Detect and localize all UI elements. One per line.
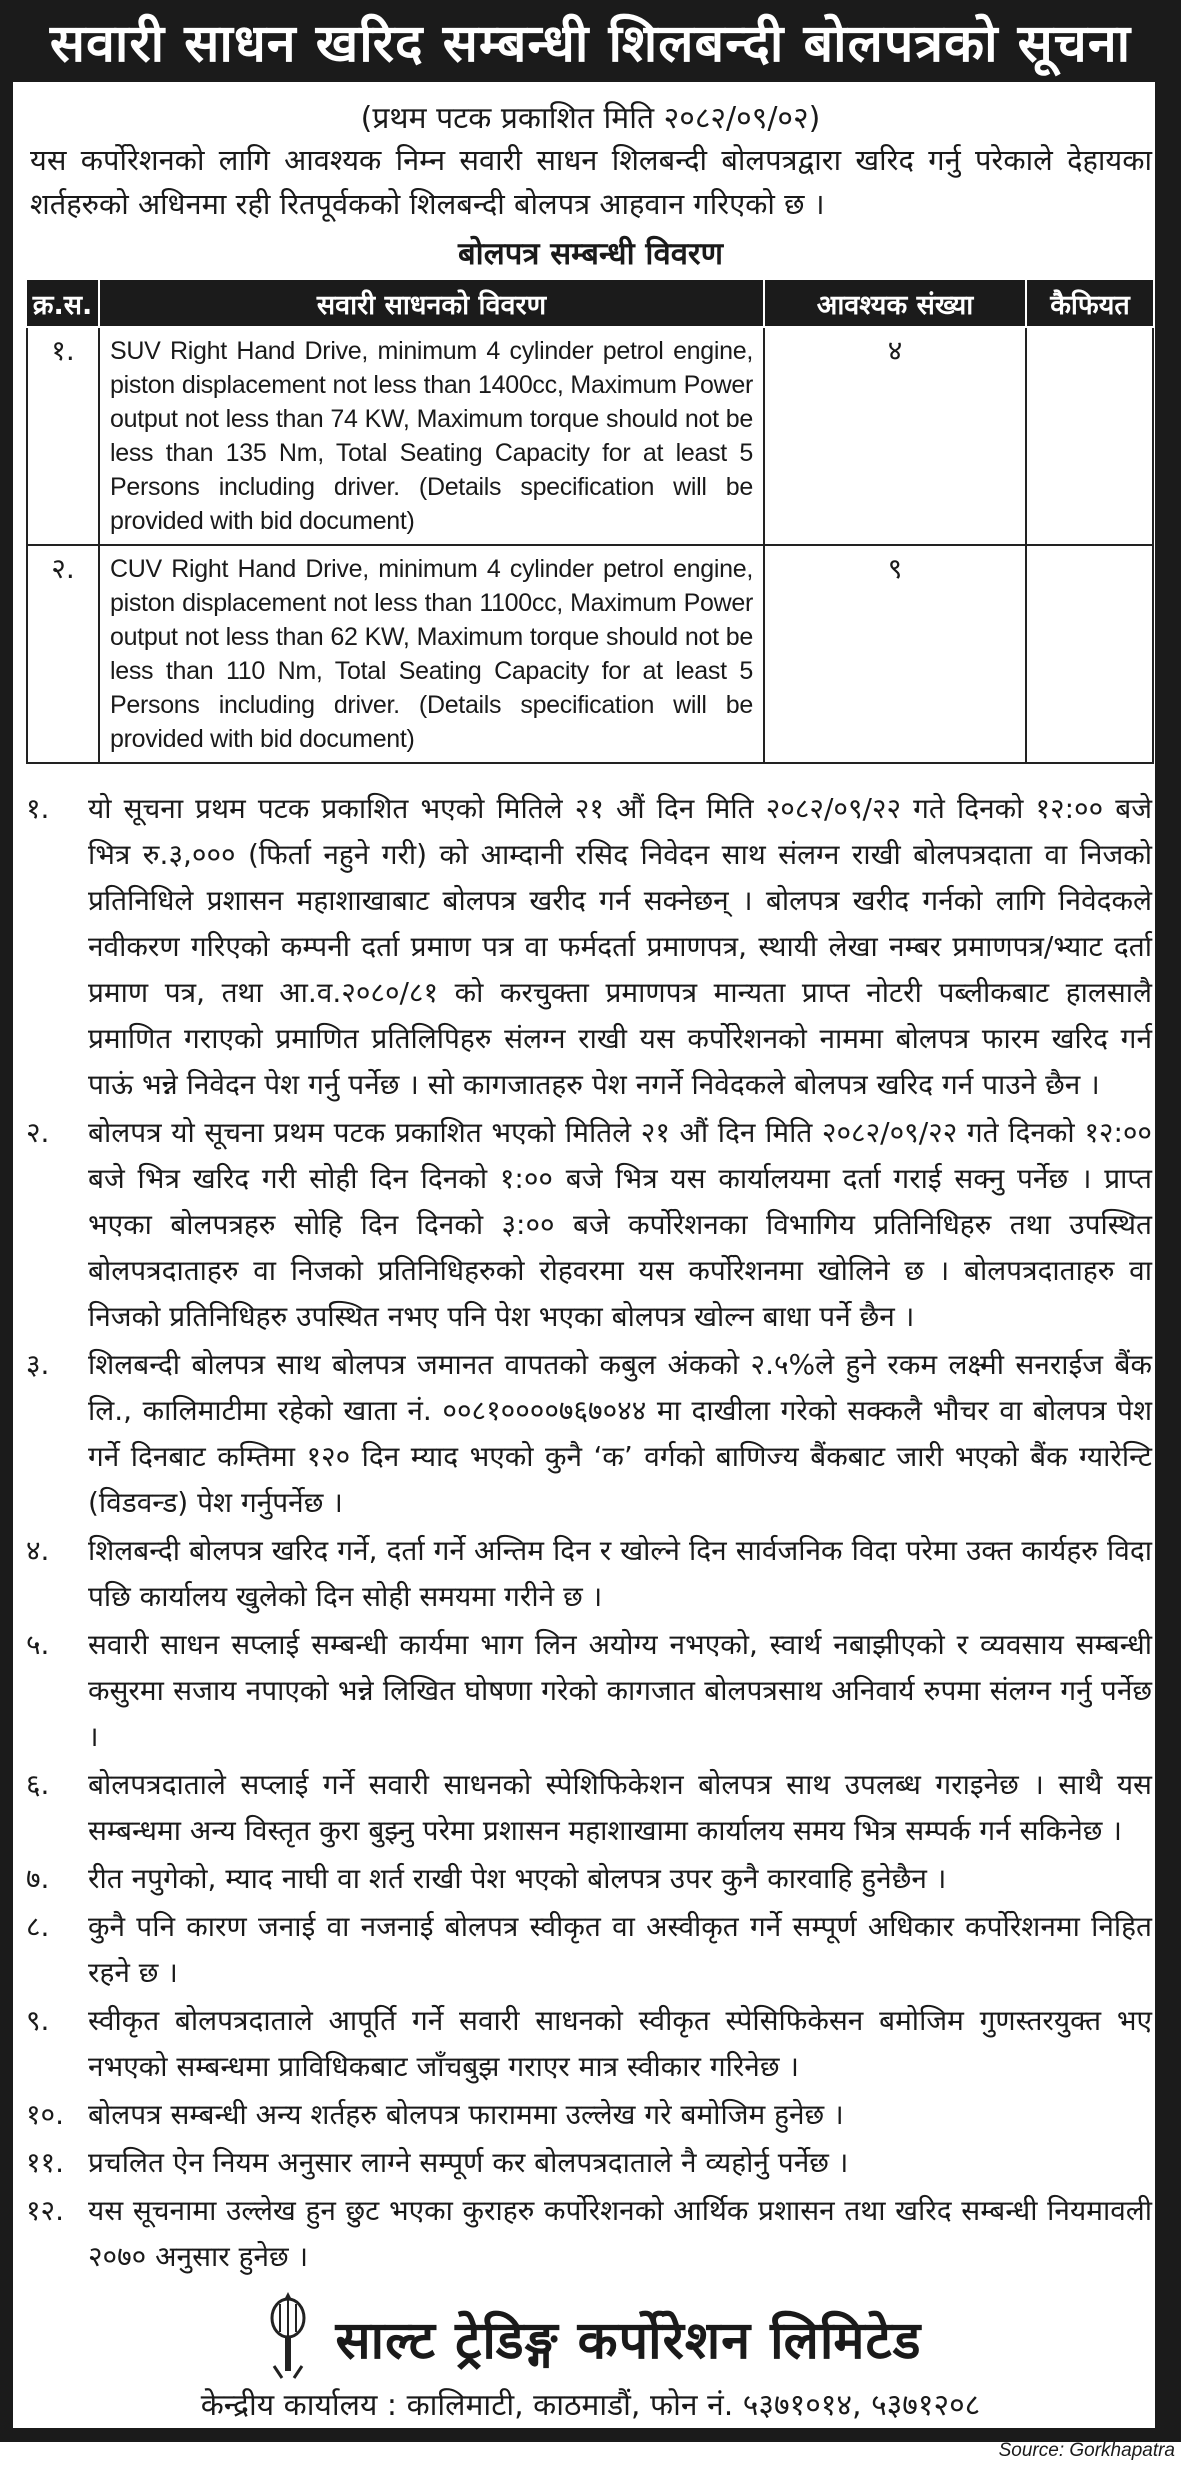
term-number: ९.: [26, 2004, 50, 2037]
term-text: बोलपत्र यो सूचना प्रथम पटक प्रकाशित भएको मितिले २१ औं दिन मिति २०८२/०९/२२ गते दिनको १२:०० बजे भित्र खरिद गरी सोही दिन दिनको १:०० बजे भित्र यस कार्यालयमा दर्ता गराई सक्नु पर्नेछ । प्राप्त भएका बोलपत्रहरु सोहि दिन दिनको ३:०० बजे कर्पोरेशनका विभागिय प्रतिनिधिहरु तथा उपस्थित बोलपत्रदाताहरु वा निजको प्रतिनिधिहरुको रोहवरमा यस कर्पोरेशनमा खोलिने छ । बोलपत्रदाताहरु वा निजको प्रतिनिधिहरु उपस्थित नभए पनि पेश भएका बोलपत्र खोल्न बाधा पर्ने छैन ।: [88, 1116, 1152, 1333]
lamp-emblem-icon: [260, 2290, 316, 2386]
term-text: बोलपत्रदाताले सप्लाई गर्ने सवारी साधनको स्पेशिफिकेशन बोलपत्र साथ उपलब्ध गराइनेछ । साथै यस सम्बन्धमा अन्य विस्तृत कुरा बुझ्नु परेमा प्रशासन महाशाखामा कार्यालय समय भित्र सम्पर्क गर्न सकिनेछ ।: [88, 1768, 1152, 1847]
term-number: ६.: [26, 1768, 50, 1801]
row-description: SUV Right Hand Drive, minimum 4 cylinder petrol engine, piston displacement not less than 1400cc, Maximum Power output not less than 74 KW, Maximum torque should not be less than 135 Nm, Total Seating Capacity for at least 5 Persons including driver. (Details specification will be provided with bid document): [99, 327, 764, 545]
section-heading: बोलपत्र सम्बन्धी विवरण: [457, 236, 724, 272]
header-quantity: आवश्यक संख्या: [764, 280, 1026, 327]
publication-date: (प्रथम पटक प्रकाशित मिति २०८२/०९/०२): [360, 101, 821, 136]
intro-paragraph: यस कर्पोरेशनको लागि आवश्यक निम्न सवारी साधन शिलबन्दी बोलपत्रद्वारा खरिद गर्नु परेकाले देहायका शर्तहरुको अधिनमा रही रितपूर्वकको शिलबन्दी बोलपत्र आहवान गरिएको छ ।: [30, 143, 1152, 221]
list-item: [26, 2140, 1152, 2186]
list-item: [26, 1110, 1152, 1340]
term-number: १.: [26, 792, 50, 825]
bid-details-table: [26, 280, 1154, 764]
row-sn: २.: [27, 545, 99, 763]
terms-list: [26, 786, 1152, 2282]
term-number: ५.: [26, 1628, 50, 1661]
term-text: यस सूचनामा उल्लेख हुन छुट भएका कुराहरु कर्पोरेशनको आर्थिक प्रशासन तथा खरिद सम्बन्धी नियमावली २०७० अनुसार हुनेछ ।: [88, 2194, 1152, 2273]
term-text: सवारी साधन सप्लाई सम्बन्धी कार्यमा भाग लिन अयोग्य नभएको, स्वार्थ नबाझीएको र व्यवसाय सम्बन्धी कसुरमा सजाय नपाएको भन्ने लिखित घोषणा गरेको कागजात बोलपत्रसाथ अनिवार्य रुपमा संलग्न गर्नु पर्नेछ ।: [88, 1628, 1152, 1753]
term-number: ८.: [26, 1910, 50, 1943]
notice-title: सवारी साधन खरिद सम्बन्धी शिलबन्दी बोलपत्रको सूचना: [49, 13, 1132, 74]
header-description: सवारी साधनको विवरण: [99, 280, 764, 327]
list-item: [26, 1342, 1152, 1526]
term-text: शिलबन्दी बोलपत्र खरिद गर्ने, दर्ता गर्ने अन्तिम दिन र खोल्ने दिन सार्वजनिक विदा परेमा उक्त कार्यहरु विदा पछि कार्यालय खुलेको दिन सोही समयमा गरीने छ ।: [88, 1534, 1152, 1613]
list-item: [26, 1528, 1152, 1620]
term-number: ७.: [26, 1862, 50, 1895]
term-text: बोलपत्र सम्बन्धी अन्य शर्तहरु बोलपत्र फाराममा उल्लेख गरे बमोजिम हुनेछ ।: [88, 2098, 844, 2131]
list-item: [26, 2188, 1152, 2280]
list-item: [26, 1904, 1152, 1996]
row-quantity: ९: [764, 545, 1026, 763]
term-number: २.: [26, 1116, 50, 1149]
term-number: १०.: [26, 2098, 65, 2131]
term-number: ३.: [26, 1348, 50, 1381]
term-text: यो सूचना प्रथम पटक प्रकाशित भएको मितिले २१ औं दिन मिति २०८२/०९/२२ गते दिनको १२:०० बजे भित्र रु.३,००० (फिर्ता नहुने गरी) को आम्दानी रसिद निवेदन साथ संलग्न राखी बोलपत्रदाता वा निजको प्रतिनिधिले प्रशासन महाशाखाबाट बोलपत्र खरीद गर्न सक्नेछन् । बोलपत्र खरीद गर्नको लागि निवेदकले नवीकरण गरिएको कम्पनी दर्ता प्रमाण पत्र वा फर्मदर्ता प्रमाणपत्र, स्थायी लेखा नम्बर प्रमाणपत्र/भ्याट दर्ता प्रमाण पत्र, तथा आ.व.२०८०/८१ को करचुक्ता प्रमाणपत्र मान्यता प्राप्त नोटरी पब्लीकबाट हालसालै प्रमाणित गराएको प्रमाणित प्रतिलिपिहरु संलग्न राखी यस कर्पोरेशनको नाममा बोलपत्र फारम खरिद गर्न पाऊं भन्ने निवेदन पेश गर्नु पर्नेछ । सो कागजातहरु पेश नगर्ने निवेदकले बोलपत्र खरिद गर्न पाउने छैन ।: [88, 792, 1152, 1101]
term-number: ११.: [26, 2146, 65, 2179]
term-text: रीत नपुगेको, म्याद नाघी वा शर्त राखी पेश भएको बोलपत्र उपर कुनै कारवाहि हुनेछैन ।: [88, 1862, 947, 1895]
table-row: [27, 545, 1153, 763]
list-item: [26, 1856, 1152, 1902]
list-item: [26, 786, 1152, 1108]
header-remarks: कैफियत: [1026, 280, 1153, 327]
company-logo-row: [0, 2290, 1181, 2386]
row-remarks: [1026, 545, 1153, 763]
term-number: १२.: [26, 2194, 65, 2227]
list-item: [26, 1622, 1152, 1760]
term-text: शिलबन्दी बोलपत्र साथ बोलपत्र जमानत वापतको कबुल अंकको २.५%ले हुने रकम लक्ष्मी सनराईज बैंक लि., कालिमाटीमा रहेको खाता नं. ००८१००००७६७०४४ मा दाखीला गरेको सक्कलै भौचर वा बोलपत्र पेश गर्ने दिनबाट कम्तिमा १२० दिन म्याद भएको कुनै ‘क’ वर्गको बाणिज्य बैंकबाट जारी भएको बैंक ग्यारेन्टि (विडवन्ड) पेश गर्नुपर्नेछ ।: [88, 1348, 1152, 1519]
term-text: प्रचलित ऐन नियम अनुसार लाग्ने सम्पूर्ण कर बोलपत्रदाताले नै व्यहोर्नु पर्नेछ ।: [88, 2146, 849, 2179]
source-credit: Source: Gorkhapatra: [998, 2440, 1175, 2461]
row-sn: १.: [27, 327, 99, 545]
list-item: [26, 1998, 1152, 2090]
header-sn: क्र.स.: [27, 280, 99, 327]
table-row: [27, 327, 1153, 545]
term-number: ४.: [26, 1534, 50, 1567]
row-quantity: ४: [764, 327, 1026, 545]
term-text: कुनै पनि कारण जनाई वा नजनाई बोलपत्र स्वीकृत वा अस्वीकृत गर्ने सम्पूर्ण अधिकार कर्पोरेशनमा निहित रहने छ ।: [88, 1910, 1152, 1989]
list-item: [26, 1762, 1152, 1854]
row-description: CUV Right Hand Drive, minimum 4 cylinder petrol engine, piston displacement not less than 1100cc, Maximum Power output not less than 62 KW, Maximum torque should not be less than 110 Nm, Total Seating Capacity for at least 5 Persons including driver. (Details specification will be provided with bid document): [99, 545, 764, 763]
company-name: साल्ट ट्रेडिङ्ग कर्पोरेशन लिमिटेड: [335, 2310, 922, 2371]
row-remarks: [1026, 327, 1153, 545]
table-header-row: [27, 280, 1153, 327]
list-item: [26, 2092, 1152, 2138]
term-text: स्वीकृत बोलपत्रदाताले आपूर्ति गर्ने सवारी साधनको स्वीकृत स्पेसिफिकेसन बमोजिम गुणस्तरयुक्त भए नभएको सम्बन्धमा प्राविधिकबाट जाँचबुझ गराएर मात्र स्वीकार गरिनेछ ।: [88, 2004, 1152, 2083]
office-address: केन्द्रीय कार्यालय : कालिमाटी, काठमाडौं, फोन नं. ५३७१०१४, ५३७१२०८: [200, 2388, 981, 2423]
